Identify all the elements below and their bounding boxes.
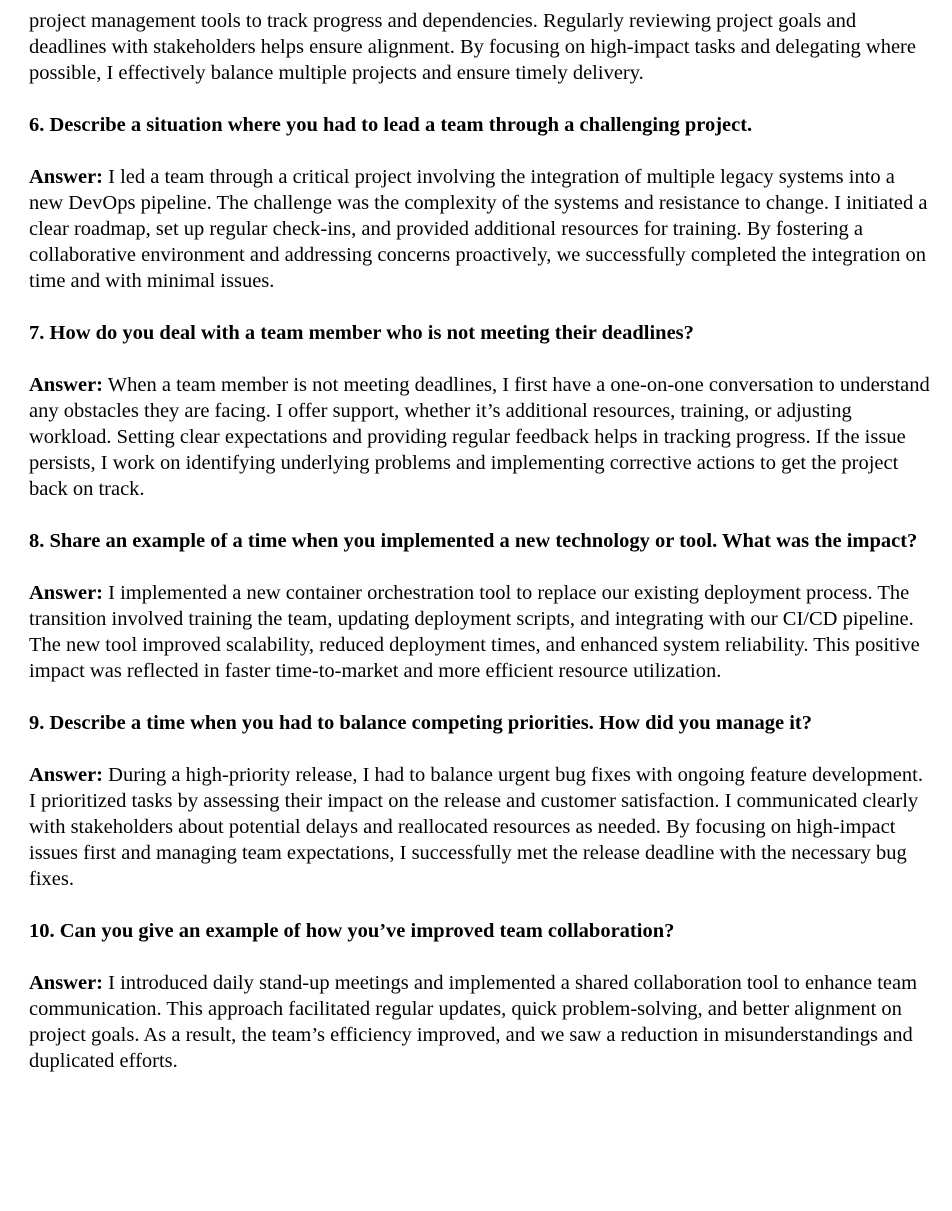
answer-label: Answer: [29,764,104,786]
answer-label: Answer: [29,374,104,396]
spacer [29,502,934,528]
answer-10-paragraph [29,970,934,1074]
answer-6-paragraph [29,164,934,294]
question-9-heading: 9. Describe a time when you had to balance competing priorities. How did you manage it? [29,712,812,734]
spacer [29,86,934,112]
question-8-heading: 8. Share an example of a time when you implemented a new technology or tool. What was the impact? [29,530,918,552]
question-6-heading: 6. Describe a situation where you had to lead a team through a challenging project. [29,114,753,136]
answer-10-text: I introduced daily stand-up meetings and implemented a shared collaboration tool to enhance team communication. This approach facilitated regular updates, quick problem-solving, and better alignment on project goals. As a result, the team’s efficiency improved, and we saw a reduction in misunderstandings and duplicated efforts. [29,972,918,1072]
answer-6-text: I led a team through a critical project involving the integration of multiple legacy systems into a new DevOps pipeline. The challenge was the complexity of the systems and resistance to change. I initiated a clear roadmap, set up regular check-ins, and provided additional resources for training. By fostering a collaborative environment and addressing concerns proactively, we successfully completed the integration on time and with minimal issues. [29,166,928,292]
spacer [29,294,934,320]
spacer [29,138,934,164]
spacer [29,736,934,762]
spacer [29,684,934,710]
answer-label: Answer: [29,582,104,604]
spacer [29,892,934,918]
answer-7-paragraph [29,372,934,502]
answer-label: Answer: [29,972,104,994]
document-page [29,8,934,1074]
answer-8-text: I implemented a new container orchestration tool to replace our existing deployment process. The transition involved training the team, updating deployment scripts, and integrating with our CI/CD pipeline. The new tool improved scalability, reduced deployment times, and enhanced system reliability. This positive impact was reflected in faster time-to-market and more efficient resource utilization. [29,582,920,682]
spacer [29,554,934,580]
question-7-heading: 7. How do you deal with a team member who is not meeting their deadlines? [29,322,694,344]
intro-paragraph: project management tools to track progress and dependencies. Regularly reviewing project goals and deadlines with stakeholders helps ensure alignment. By focusing on high-impact tasks and delegating where possible, I effectively balance multiple projects and ensure timely delivery. [29,10,916,84]
question-10-heading: 10. Can you give an example of how you’ve improved team collaboration? [29,920,675,942]
answer-9-paragraph [29,762,934,892]
answer-label: Answer: [29,166,104,188]
spacer [29,346,934,372]
spacer [29,944,934,970]
answer-7-text: When a team member is not meeting deadlines, I first have a one-on-one conversation to understand any obstacles they are facing. I offer support, whether it’s additional resources, training, or adjusting workload. Setting clear expectations and providing regular feedback helps in tracking progress. If the issue persists, I work on identifying underlying problems and implementing corrective actions to get the project back on track. [29,374,930,500]
answer-8-paragraph [29,580,934,684]
answer-9-text: During a high-priority release, I had to balance urgent bug fixes with ongoing feature development. I prioritized tasks by assessing their impact on the release and customer satisfaction. I communicated clearly with stakeholders about potential delays and reallocated resources as needed. By focusing on high-impact issues first and managing team expectations, I successfully met the release deadline with the necessary bug fixes. [29,764,923,890]
